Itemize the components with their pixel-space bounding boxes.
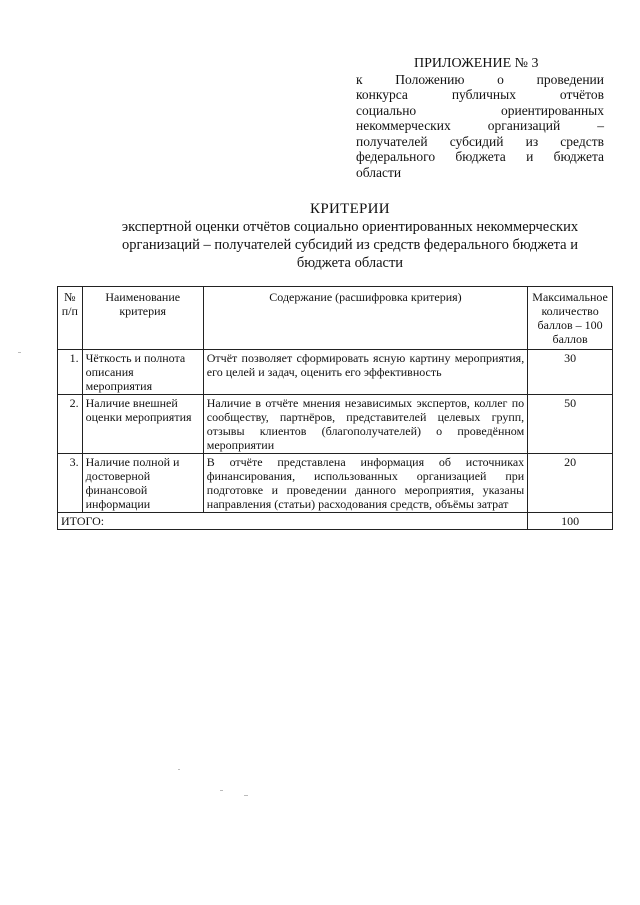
document-subtitle-line: бюджета области: [296, 255, 404, 271]
scan-speck: [244, 795, 248, 796]
row-num: 3.: [58, 454, 83, 513]
table-row: [58, 454, 613, 513]
appendix-line: к Положению о проведении: [356, 71, 604, 87]
document-heading: [60, 200, 640, 272]
appendix-block: [356, 56, 604, 180]
table-header-row: [58, 287, 613, 350]
scan-speck: [18, 352, 21, 353]
table-row: [58, 350, 613, 395]
table-row: [58, 395, 613, 454]
row-criterion-name: Чёткость и полнота описания мероприятия: [82, 350, 203, 395]
row-criterion-content: Отчёт позволяет сформировать ясную картину мероприятия, его целей и задач, оценить его эффективность: [203, 350, 527, 395]
scan-speck: [220, 790, 223, 791]
appendix-line: конкурса публичных отчётов: [356, 87, 604, 102]
total-label: ИТОГО:: [58, 513, 528, 530]
header-max-score: Максимальное количество баллов – 100 баллов: [528, 287, 613, 350]
row-criterion-content: В отчёте представлена информация об источниках финансирования, использованных организацией при подготовке и проведении данного мероприятия, указаны направления (статьи) расходования средств, объёмы затрат: [203, 454, 527, 513]
appendix-line: федерального бюджета и бюджета: [356, 149, 604, 164]
row-criterion-content: Наличие в отчёте мнения независимых экспертов, коллег по сообществу, партнёров, представителей целевых групп, отзывы клиентов (благополучателей) о проведённом мероприятии: [203, 395, 527, 454]
row-num: 1.: [58, 350, 83, 395]
row-score: 30: [528, 350, 613, 395]
appendix-line: получателей субсидий из средств: [356, 133, 604, 149]
appendix-line: социально ориентированных: [356, 102, 604, 118]
document-subtitle-line: экспертной оценки отчётов социально ориентированных некоммерческих: [121, 219, 579, 235]
appendix-line: области: [356, 164, 402, 180]
appendix-title: ПРИЛОЖЕНИЕ № 3: [414, 56, 539, 71]
criteria-table: [57, 286, 613, 530]
scan-speck: [178, 769, 180, 770]
row-score: 50: [528, 395, 613, 454]
document-subtitle-line: организаций – получателей субсидий из средств федерального бюджета и: [122, 237, 578, 253]
row-num: 2.: [58, 395, 83, 454]
table-total-row: [58, 513, 613, 530]
appendix-line: некоммерческих организаций –: [356, 118, 604, 133]
row-score: 20: [528, 454, 613, 513]
header-name: Наименование критерия: [82, 287, 203, 350]
total-score: 100: [528, 513, 613, 530]
row-criterion-name: Наличие внешней оценки мероприятия: [82, 395, 203, 454]
header-content: Содержание (расшифровка критерия): [203, 287, 527, 350]
row-criterion-name: Наличие полной и достоверной финансовой информации: [82, 454, 203, 513]
header-num: № п/п: [58, 287, 83, 350]
document-title: КРИТЕРИИ: [310, 201, 390, 217]
